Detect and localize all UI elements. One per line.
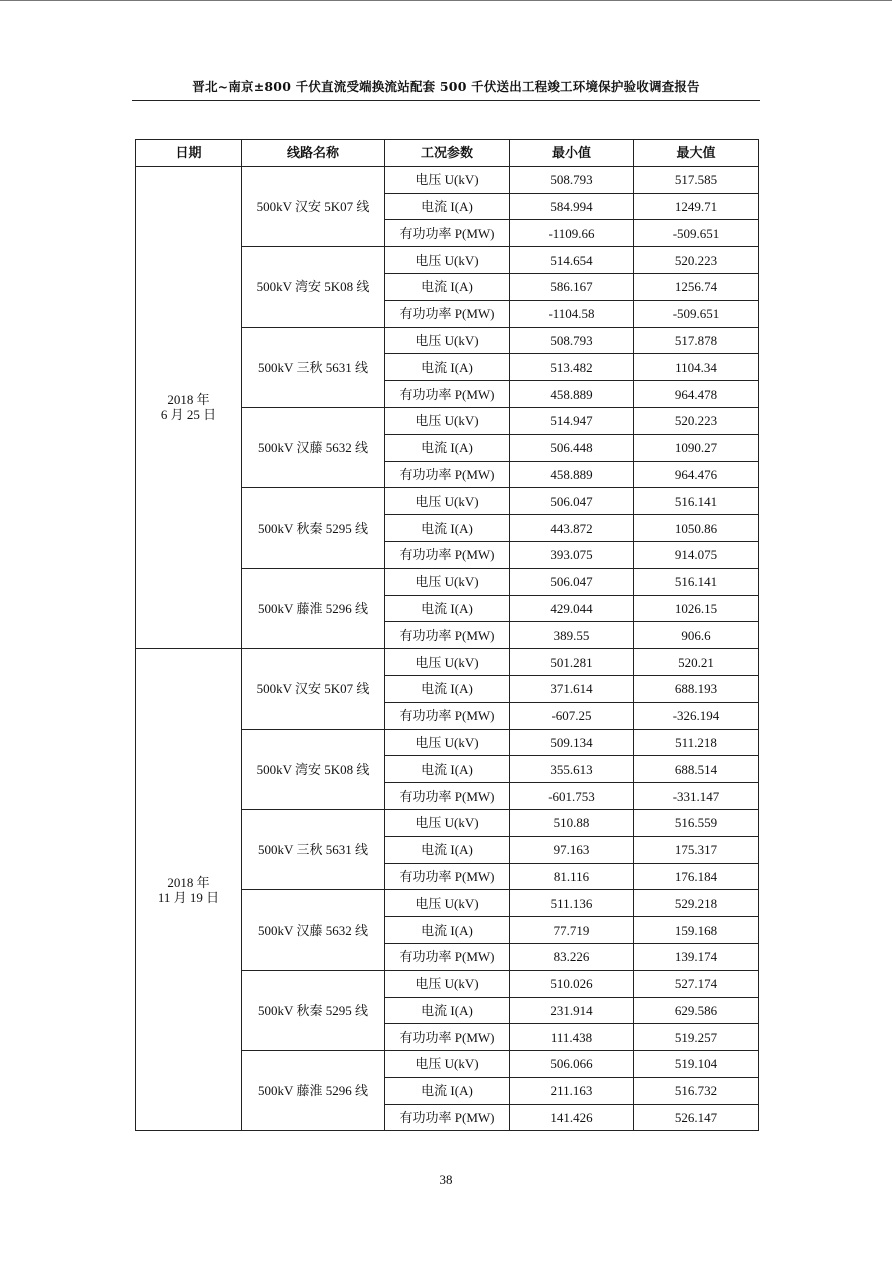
max-value-cell: 529.218 bbox=[634, 890, 759, 917]
max-value-cell: 526.147 bbox=[634, 1104, 759, 1131]
min-value-cell: 458.889 bbox=[510, 461, 634, 488]
line-name-cell: 500kV 三秋 5631 线 bbox=[242, 809, 385, 889]
table-body bbox=[136, 166, 759, 1131]
line-name-cell: 500kV 汉藤 5632 线 bbox=[242, 407, 385, 487]
max-value-cell: 159.168 bbox=[634, 917, 759, 944]
line-name-cell: 500kV 湾安 5K08 线 bbox=[242, 729, 385, 809]
max-value-cell: 964.478 bbox=[634, 381, 759, 408]
line-name-cell: 500kV 秋秦 5295 线 bbox=[242, 488, 385, 568]
max-value-cell: 1050.86 bbox=[634, 515, 759, 542]
min-value-cell: 586.167 bbox=[510, 273, 634, 300]
max-value-cell: 176.184 bbox=[634, 863, 759, 890]
line-name-cell: 500kV 三秋 5631 线 bbox=[242, 327, 385, 407]
parameter-cell: 有功功率 P(MW) bbox=[385, 300, 510, 327]
min-value-cell: 506.047 bbox=[510, 568, 634, 595]
min-value-cell: 511.136 bbox=[510, 890, 634, 917]
min-value-cell: 584.994 bbox=[510, 193, 634, 220]
min-value-cell: 211.163 bbox=[510, 1077, 634, 1104]
min-value-cell: 510.026 bbox=[510, 970, 634, 997]
min-value-cell: -601.753 bbox=[510, 783, 634, 810]
line-name-cell: 500kV 藤淮 5296 线 bbox=[242, 568, 385, 648]
parameter-cell: 电流 I(A) bbox=[385, 595, 510, 622]
max-value-cell: 516.141 bbox=[634, 488, 759, 515]
max-value-cell: 629.586 bbox=[634, 997, 759, 1024]
parameter-cell: 有功功率 P(MW) bbox=[385, 943, 510, 970]
table-row bbox=[136, 649, 759, 676]
parameter-cell: 电流 I(A) bbox=[385, 193, 510, 220]
max-value-cell: 519.104 bbox=[634, 1051, 759, 1078]
parameter-cell: 有功功率 P(MW) bbox=[385, 863, 510, 890]
min-value-cell: 458.889 bbox=[510, 381, 634, 408]
max-value-cell: -326.194 bbox=[634, 702, 759, 729]
max-value-cell: 517.585 bbox=[634, 166, 759, 193]
min-value-cell: 141.426 bbox=[510, 1104, 634, 1131]
min-value-cell: 97.163 bbox=[510, 836, 634, 863]
min-value-cell: 83.226 bbox=[510, 943, 634, 970]
max-value-cell: -331.147 bbox=[634, 783, 759, 810]
parameter-cell: 有功功率 P(MW) bbox=[385, 783, 510, 810]
max-value-cell: 520.223 bbox=[634, 247, 759, 274]
parameter-cell: 电流 I(A) bbox=[385, 515, 510, 542]
min-value-cell: 506.066 bbox=[510, 1051, 634, 1078]
min-value-cell: -1109.66 bbox=[510, 220, 634, 247]
min-value-cell: 111.438 bbox=[510, 1024, 634, 1051]
parameter-cell: 有功功率 P(MW) bbox=[385, 622, 510, 649]
parameter-cell: 电压 U(kV) bbox=[385, 247, 510, 274]
column-header-date: 日期 bbox=[136, 140, 242, 167]
min-value-cell: 389.55 bbox=[510, 622, 634, 649]
min-value-cell: 513.482 bbox=[510, 354, 634, 381]
max-value-cell: 516.559 bbox=[634, 809, 759, 836]
page-header bbox=[132, 76, 760, 101]
operating-conditions-table bbox=[135, 139, 759, 1131]
max-value-cell: 688.514 bbox=[634, 756, 759, 783]
parameter-cell: 电压 U(kV) bbox=[385, 327, 510, 354]
date-text-line: 11 月 19 日 bbox=[157, 889, 220, 905]
parameter-cell: 电流 I(A) bbox=[385, 917, 510, 944]
min-value-cell: 429.044 bbox=[510, 595, 634, 622]
min-value-cell: 501.281 bbox=[510, 649, 634, 676]
parameter-cell: 电压 U(kV) bbox=[385, 809, 510, 836]
line-name-cell: 500kV 湾安 5K08 线 bbox=[242, 247, 385, 327]
max-value-cell: 914.075 bbox=[634, 541, 759, 568]
table-header-row bbox=[136, 140, 759, 167]
date-text-line: 6 月 25 日 bbox=[160, 407, 217, 423]
min-value-cell: 506.047 bbox=[510, 488, 634, 515]
parameter-cell: 电压 U(kV) bbox=[385, 729, 510, 756]
min-value-cell: -1104.58 bbox=[510, 300, 634, 327]
parameter-cell: 电流 I(A) bbox=[385, 997, 510, 1024]
parameter-cell: 有功功率 P(MW) bbox=[385, 1024, 510, 1051]
parameter-cell: 电流 I(A) bbox=[385, 675, 510, 702]
max-value-cell: 964.476 bbox=[634, 461, 759, 488]
parameter-cell: 电流 I(A) bbox=[385, 756, 510, 783]
max-value-cell: 527.174 bbox=[634, 970, 759, 997]
min-value-cell: 509.134 bbox=[510, 729, 634, 756]
max-value-cell: 1249.71 bbox=[634, 193, 759, 220]
min-value-cell: 508.793 bbox=[510, 166, 634, 193]
max-value-cell: -509.651 bbox=[634, 220, 759, 247]
line-name-cell: 500kV 汉安 5K07 线 bbox=[242, 649, 385, 729]
min-value-cell: 514.654 bbox=[510, 247, 634, 274]
max-value-cell: 1256.74 bbox=[634, 273, 759, 300]
parameter-cell: 电流 I(A) bbox=[385, 434, 510, 461]
min-value-cell: 231.914 bbox=[510, 997, 634, 1024]
parameter-cell: 电流 I(A) bbox=[385, 836, 510, 863]
max-value-cell: -509.651 bbox=[634, 300, 759, 327]
min-value-cell: 514.947 bbox=[510, 407, 634, 434]
line-name-cell: 500kV 藤淮 5296 线 bbox=[242, 1051, 385, 1131]
min-value-cell: 81.116 bbox=[510, 863, 634, 890]
date-text-line: 2018 年 bbox=[167, 392, 210, 408]
max-value-cell: 519.257 bbox=[634, 1024, 759, 1051]
parameter-cell: 电压 U(kV) bbox=[385, 970, 510, 997]
max-value-cell: 516.141 bbox=[634, 568, 759, 595]
parameter-cell: 有功功率 P(MW) bbox=[385, 461, 510, 488]
column-header-max: 最大值 bbox=[634, 140, 759, 167]
date-cell bbox=[136, 649, 242, 1131]
parameter-cell: 电压 U(kV) bbox=[385, 568, 510, 595]
max-value-cell: 175.317 bbox=[634, 836, 759, 863]
min-value-cell: 355.613 bbox=[510, 756, 634, 783]
max-value-cell: 139.174 bbox=[634, 943, 759, 970]
page-number: 38 bbox=[439, 1172, 453, 1187]
line-name-cell: 500kV 汉安 5K07 线 bbox=[242, 166, 385, 246]
min-value-cell: 510.88 bbox=[510, 809, 634, 836]
parameter-cell: 电压 U(kV) bbox=[385, 1051, 510, 1078]
report-title: 晋北~南京±800 千伏直流受端换流站配套 500 千伏送出工程竣工环境保护验收调查报告 bbox=[192, 79, 700, 94]
max-value-cell: 520.21 bbox=[634, 649, 759, 676]
max-value-cell: 517.878 bbox=[634, 327, 759, 354]
parameter-cell: 有功功率 P(MW) bbox=[385, 702, 510, 729]
parameter-cell: 有功功率 P(MW) bbox=[385, 381, 510, 408]
parameter-cell: 电压 U(kV) bbox=[385, 166, 510, 193]
column-header-parameter: 工况参数 bbox=[385, 140, 510, 167]
min-value-cell: -607.25 bbox=[510, 702, 634, 729]
max-value-cell: 520.223 bbox=[634, 407, 759, 434]
parameter-cell: 电压 U(kV) bbox=[385, 488, 510, 515]
max-value-cell: 688.193 bbox=[634, 675, 759, 702]
min-value-cell: 77.719 bbox=[510, 917, 634, 944]
parameter-cell: 电流 I(A) bbox=[385, 354, 510, 381]
min-value-cell: 371.614 bbox=[510, 675, 634, 702]
parameter-cell: 有功功率 P(MW) bbox=[385, 541, 510, 568]
page-top-border bbox=[0, 0, 892, 1]
min-value-cell: 393.075 bbox=[510, 541, 634, 568]
parameter-cell: 电流 I(A) bbox=[385, 1077, 510, 1104]
date-text-line: 2018 年 bbox=[167, 874, 210, 890]
parameter-cell: 有功功率 P(MW) bbox=[385, 1104, 510, 1131]
max-value-cell: 1090.27 bbox=[634, 434, 759, 461]
parameter-cell: 有功功率 P(MW) bbox=[385, 220, 510, 247]
max-value-cell: 1104.34 bbox=[634, 354, 759, 381]
min-value-cell: 506.448 bbox=[510, 434, 634, 461]
table-row bbox=[136, 166, 759, 193]
parameter-cell: 电压 U(kV) bbox=[385, 890, 510, 917]
line-name-cell: 500kV 秋秦 5295 线 bbox=[242, 970, 385, 1050]
date-cell bbox=[136, 166, 242, 648]
column-header-min: 最小值 bbox=[510, 140, 634, 167]
parameter-cell: 电压 U(kV) bbox=[385, 649, 510, 676]
parameter-cell: 电压 U(kV) bbox=[385, 407, 510, 434]
parameter-cell: 电流 I(A) bbox=[385, 273, 510, 300]
max-value-cell: 516.732 bbox=[634, 1077, 759, 1104]
max-value-cell: 511.218 bbox=[634, 729, 759, 756]
column-header-line-name: 线路名称 bbox=[242, 140, 385, 167]
line-name-cell: 500kV 汉藤 5632 线 bbox=[242, 890, 385, 970]
max-value-cell: 906.6 bbox=[634, 622, 759, 649]
min-value-cell: 443.872 bbox=[510, 515, 634, 542]
min-value-cell: 508.793 bbox=[510, 327, 634, 354]
max-value-cell: 1026.15 bbox=[634, 595, 759, 622]
